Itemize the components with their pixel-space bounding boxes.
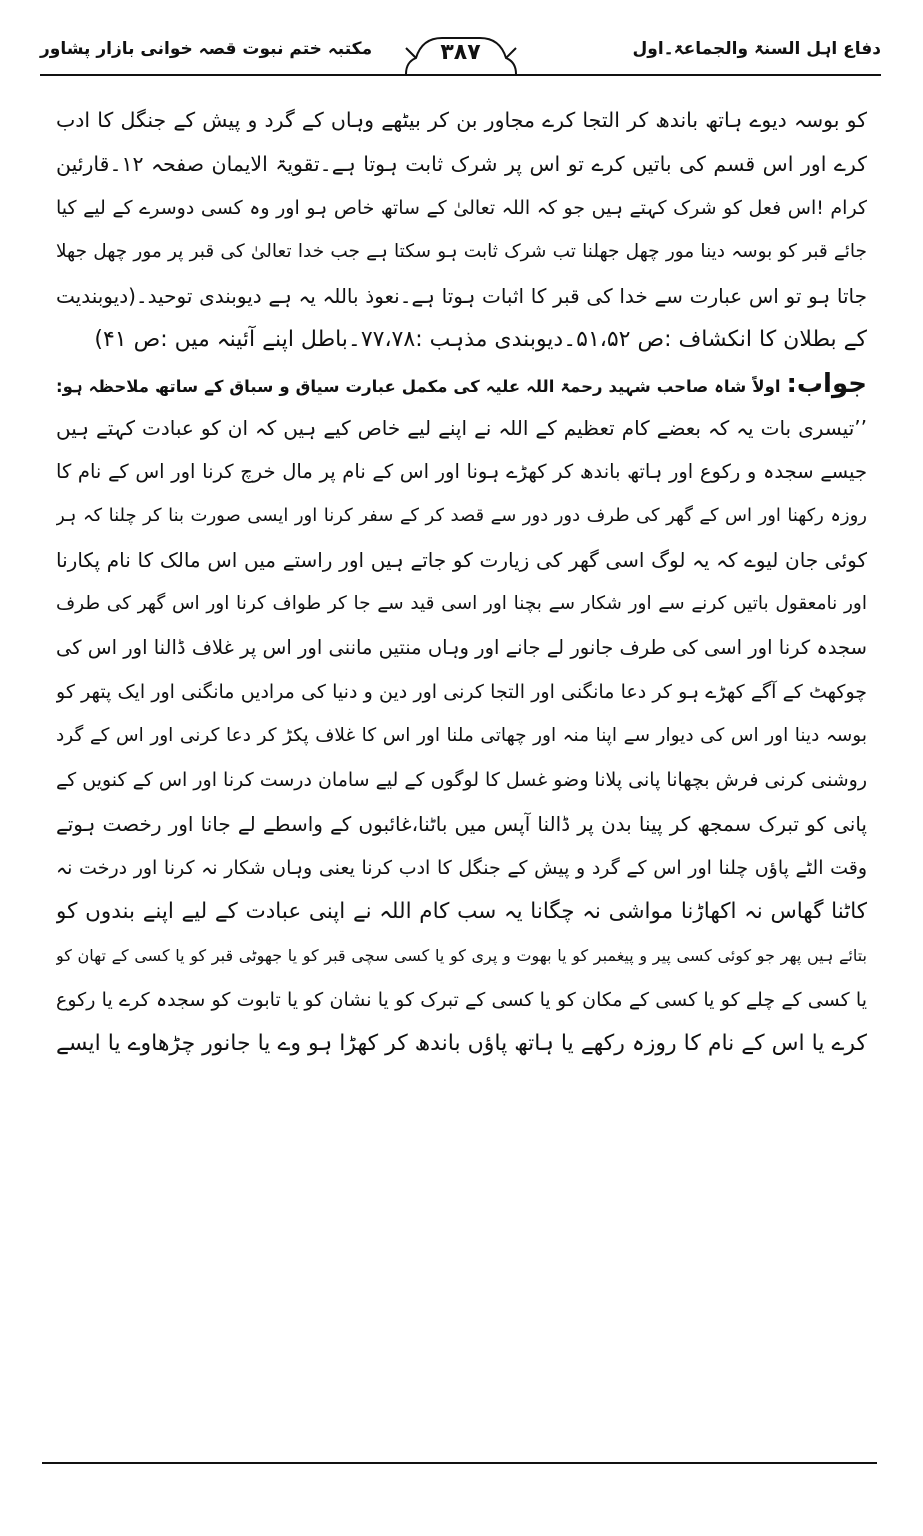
answer-label: جواب: [786, 369, 867, 399]
text-line: جاتا ہو تو اس عبارت سے خدا کی قبر کا اثبات ہوتا ہے۔نعوذ باللہ یہ ہے دیوبندی توحید۔(دیوبندیت [56, 284, 867, 308]
publisher-name: مکتبہ ختم نبوت قصہ خوانی بازار پشاور [40, 39, 373, 59]
body-text [56, 98, 867, 1066]
text-line: جائے قبر کو بوسہ دینا مور چھل جھلنا تب شرک ثابت ہو سکتا ہے جب خدا تعالیٰ کی قبر پر مور چھل جھلا [56, 241, 867, 262]
text-line: اور نامعقول باتیں کرنے سے اور شکار سے بچنا اور اسی قید سے جا کر طواف کرنا اور اس گھر کی طرف [56, 593, 867, 614]
page-number: ۳۸۷ [440, 40, 481, 65]
text-line: سجدہ کرنا اور اسی کی طرف جانور لے جانے اور وہاں منتیں ماننی اور اس پر غلاف ڈالنا اور اس کی [56, 636, 867, 659]
text-line: کرے یا اس کے نام کا روزہ رکھے یا ہاتھ پاؤں باندھ کر کھڑا ہو وے یا جانور چڑھاوے یا ایسے [56, 1031, 867, 1056]
text-line: روزہ رکھنا اور اس کے گھر کی طرف دور دور سے قصد کر کے سفر کرنا اور ایسی صورت بنا کر چلنا کہ ہر [56, 505, 867, 526]
text-line: روشنی کرنی فرش بچھانا پانی پلانا وضو غسل کا لوگوں کے لیے سامان درست کرنا اور اس کے کنویں کے [56, 769, 867, 791]
text-line: بتائے ہیں پھر جو کوئی کسی پیر و پیغمبر کو یا بھوت و پری کو یا کسی سچی قبر کو یا جھوٹی قبر کو یا کسی کے تھان کو [56, 946, 867, 965]
text-line: پانی کو تبرک سمجھ کر پینا بدن پر ڈالنا آپس میں باٹنا،غائبوں کے واسطے لے جانا اور رخصت ہوتے [56, 812, 867, 836]
page-number-badge [402, 34, 520, 74]
page-header [40, 34, 881, 74]
answer-text: اولاً شاہ صاحب شہید رحمۃ اللہ علیہ کی مکمل عبارت سیاق و سباق کے ساتھ ملاحظہ ہو: [56, 377, 781, 396]
text-line: بوسہ دینا اور اس کی دیوار سے اپنا منہ اور چھاتی ملنا اور اس کا غلاف پکڑ کر دعا کرنی اور اس کے گرد [56, 725, 867, 746]
text-line: کاٹنا گھاس نہ اکھاڑنا مواشی نہ چگانا یہ سب کام اللہ نے اپنی عبادت کے لیے اپنے بندوں کو [56, 899, 867, 924]
text-line: کوئی جان لیوے کہ یہ لوگ اسی گھر کی زیارت کو جاتے ہیں اور راستے میں اس مالک کا نام پکارنا [56, 548, 867, 572]
book-title: دفاع اہل السنۃ والجماعۃ۔اول [632, 39, 881, 59]
text-line: یا کسی کے چلے کو یا کسی کے مکان کو یا کسی کے تبرک کو یا نشان کو یا تابوت کو سجدہ کرے یا رکوع [56, 989, 867, 1011]
text-line: کو بوسہ دیوے ہاتھ باندھ کر التجا کرے مجاور بن کر بیٹھے وہاں کے گرد و پیش کے جنگل کا ادب [56, 108, 867, 132]
paragraph-2 [56, 406, 867, 1066]
text-line: ’’تیسری بات یہ کہ بعضے کام تعظیم کے اللہ نے اپنے لیے خاص کیے ہیں کہ ان کو عبادت کہتے ہیں [56, 416, 867, 440]
header-divider [40, 74, 881, 76]
text-line: کرے اور اس قسم کی باتیں کرے تو اس پر شرک ثابت ہوتا ہے۔تقویۃ الایمان صفحہ ۱۲۔قارئین [56, 152, 867, 176]
answer-line [56, 362, 867, 406]
text-line: کے بطلان کا انکشاف :ص ۵۱،۵۲۔دیوبندی مذہب :۷۷،۷۸۔باطل اپنے آئینہ میں :ص ۴۱) [94, 327, 867, 352]
text-line: جیسے سجدہ و رکوع اور ہاتھ باندھ کر کھڑے ہونا اور اس کے نام پر مال خرچ کرنا اور اس کے نام کا [56, 460, 867, 483]
text-line: چوکھٹ کے آگے کھڑے ہو کر دعا مانگنی اور التجا کرنی اور دین و دنیا کی مرادیں مانگنی اور ایک پتھر کو [56, 681, 867, 703]
text-line: وقت الٹے پاؤں چلنا اور اس کے گرد و پیش کے جنگل کا ادب کرنا یعنی وہاں شکار نہ کرنا اور درخت نہ [56, 857, 867, 879]
footer-divider [42, 1462, 877, 1464]
paragraph-1 [56, 98, 867, 362]
text-line: کرام !اس فعل کو شرک کہتے ہیں جو کہ اللہ تعالیٰ کے ساتھ خاص ہو اور وہ کسی دوسرے کے لیے کیا [56, 197, 867, 219]
